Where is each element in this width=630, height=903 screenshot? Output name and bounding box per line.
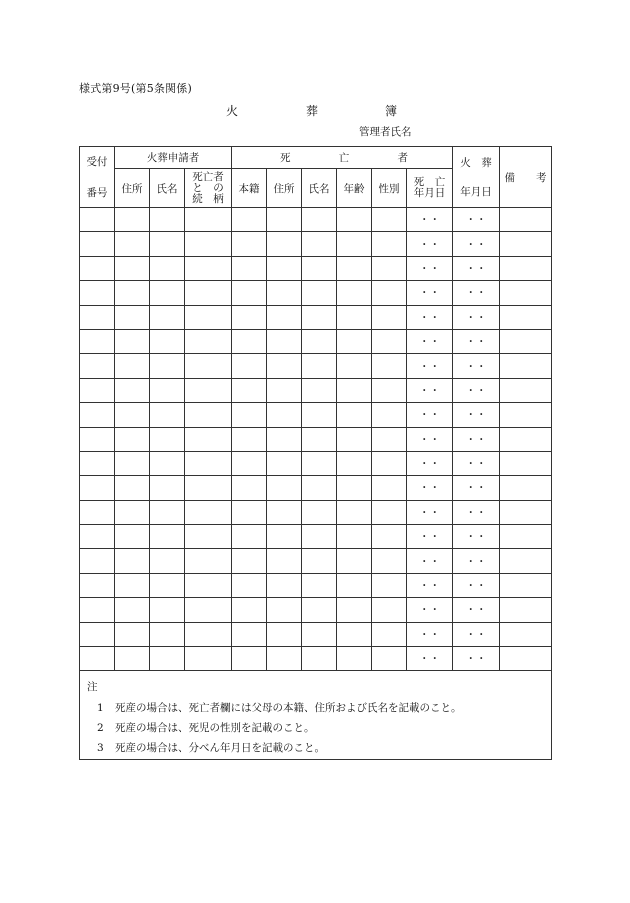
death-date-cell[interactable]: ・・ <box>407 647 453 671</box>
table-cell[interactable] <box>302 403 337 427</box>
table-cell[interactable] <box>80 281 115 305</box>
table-cell[interactable] <box>337 256 372 280</box>
table-cell[interactable] <box>185 622 232 646</box>
table-cell[interactable] <box>302 281 337 305</box>
table-row <box>80 451 552 475</box>
table-row <box>80 305 552 329</box>
table-cell[interactable] <box>302 622 337 646</box>
table-cell[interactable] <box>185 647 232 671</box>
table-cell[interactable] <box>372 476 407 500</box>
table-row <box>80 427 552 451</box>
note-item-3: 3 死産の場合は、分べん年月日を記載のこと。 <box>97 742 325 754</box>
table-cell[interactable] <box>150 549 185 573</box>
table-cell[interactable] <box>232 549 267 573</box>
table-cell[interactable] <box>500 305 552 329</box>
manager-name-label: 管理者氏名 <box>359 126 412 138</box>
table-row <box>80 232 552 256</box>
table-cell[interactable] <box>150 427 185 451</box>
table-cell[interactable] <box>80 378 115 402</box>
table-cell[interactable] <box>337 232 372 256</box>
table-cell[interactable] <box>372 208 407 232</box>
table-cell[interactable] <box>302 525 337 549</box>
death-date-header: 死 亡 年月日 <box>407 169 453 208</box>
death-date-cell[interactable]: ・・ <box>407 378 453 402</box>
table-cell[interactable] <box>185 256 232 280</box>
table-cell[interactable] <box>80 476 115 500</box>
table-row <box>80 573 552 597</box>
table-cell[interactable] <box>500 281 552 305</box>
table-cell[interactable] <box>372 256 407 280</box>
table-cell[interactable] <box>115 451 150 475</box>
table-cell[interactable] <box>115 378 150 402</box>
table-cell[interactable] <box>115 208 150 232</box>
cremation-date-cell[interactable]: ・・ <box>453 427 500 451</box>
table-cell[interactable] <box>80 573 115 597</box>
deceased-sex-header: 性別 <box>372 169 407 208</box>
cremation-date-header: 火 葬 年月日 <box>453 147 500 208</box>
death-date-cell[interactable]: ・・ <box>407 354 453 378</box>
table-cell[interactable] <box>115 598 150 622</box>
relation-header: 死亡者 と の 続 柄 <box>185 169 232 208</box>
title-char-3: 簿 <box>385 104 398 118</box>
cremation-date-cell[interactable]: ・・ <box>453 208 500 232</box>
table-cell[interactable] <box>115 622 150 646</box>
table-cell[interactable] <box>302 598 337 622</box>
cremation-date-cell[interactable]: ・・ <box>453 378 500 402</box>
table-cell[interactable] <box>267 451 302 475</box>
table-cell[interactable] <box>185 525 232 549</box>
death-date-cell[interactable]: ・・ <box>407 305 453 329</box>
table-cell[interactable] <box>337 622 372 646</box>
table-cell[interactable] <box>115 647 150 671</box>
table-cell[interactable] <box>337 427 372 451</box>
table-cell[interactable] <box>185 232 232 256</box>
table-cell[interactable] <box>302 256 337 280</box>
table-cell[interactable] <box>150 208 185 232</box>
table-cell[interactable] <box>150 329 185 353</box>
table-cell[interactable] <box>267 525 302 549</box>
death-date-cell[interactable]: ・・ <box>407 598 453 622</box>
table-cell[interactable] <box>80 305 115 329</box>
table-cell[interactable] <box>150 451 185 475</box>
table-cell[interactable] <box>337 525 372 549</box>
table-cell[interactable] <box>372 598 407 622</box>
table-cell[interactable] <box>337 305 372 329</box>
table-cell[interactable] <box>337 329 372 353</box>
death-date-cell[interactable]: ・・ <box>407 476 453 500</box>
table-cell[interactable] <box>302 573 337 597</box>
table-row <box>80 500 552 524</box>
applicant-group-header: 火葬申請者 <box>115 147 232 169</box>
cremation-date-cell[interactable]: ・・ <box>453 305 500 329</box>
cremation-date-cell[interactable]: ・・ <box>453 354 500 378</box>
table-cell[interactable] <box>150 622 185 646</box>
table-row <box>80 256 552 280</box>
form-number-label: 様式第9号(第5条関係) <box>79 82 192 95</box>
table-row <box>80 525 552 549</box>
notes-box <box>79 670 552 760</box>
table-cell[interactable] <box>115 500 150 524</box>
title-char-2: 葬 <box>306 104 319 118</box>
table-cell[interactable] <box>150 525 185 549</box>
table-cell[interactable] <box>185 549 232 573</box>
cremation-date-cell[interactable]: ・・ <box>453 647 500 671</box>
table-cell[interactable] <box>115 305 150 329</box>
table-cell[interactable] <box>302 647 337 671</box>
table-cell[interactable] <box>80 208 115 232</box>
table-row <box>80 208 552 232</box>
table-row <box>80 598 552 622</box>
table-row <box>80 329 552 353</box>
table-cell[interactable] <box>232 232 267 256</box>
table-cell[interactable] <box>372 305 407 329</box>
table-cell[interactable] <box>115 427 150 451</box>
cremation-date-cell[interactable]: ・・ <box>453 232 500 256</box>
death-date-cell[interactable]: ・・ <box>407 549 453 573</box>
death-date-cell[interactable]: ・・ <box>407 232 453 256</box>
death-date-cell[interactable]: ・・ <box>407 256 453 280</box>
table-cell[interactable] <box>185 476 232 500</box>
table-cell[interactable] <box>267 256 302 280</box>
cremation-date-cell[interactable]: ・・ <box>453 549 500 573</box>
table-cell[interactable] <box>267 403 302 427</box>
table-cell[interactable] <box>337 378 372 402</box>
table-cell[interactable] <box>500 525 552 549</box>
table-cell[interactable] <box>185 354 232 378</box>
table-cell[interactable] <box>115 476 150 500</box>
table-cell[interactable] <box>115 354 150 378</box>
cremation-date-cell[interactable]: ・・ <box>453 573 500 597</box>
table-cell[interactable] <box>185 500 232 524</box>
table-cell[interactable] <box>150 476 185 500</box>
table-cell[interactable] <box>267 354 302 378</box>
deceased-domicile-header: 本籍 <box>232 169 267 208</box>
cremation-date-cell[interactable]: ・・ <box>453 451 500 475</box>
table-cell[interactable] <box>337 573 372 597</box>
table-cell[interactable] <box>337 549 372 573</box>
table-cell[interactable] <box>185 329 232 353</box>
table-row <box>80 354 552 378</box>
note-item-1: 1 死産の場合は、死亡者欄には父母の本籍、住所および氏名を記載のこと。 <box>97 702 462 714</box>
cremation-date-cell[interactable]: ・・ <box>453 476 500 500</box>
table-cell[interactable] <box>337 208 372 232</box>
table-row <box>80 549 552 573</box>
table-cell[interactable] <box>150 354 185 378</box>
table-cell[interactable] <box>302 208 337 232</box>
table-cell[interactable] <box>372 281 407 305</box>
deceased-age-header: 年齢 <box>337 169 372 208</box>
table-cell[interactable] <box>232 305 267 329</box>
table-cell[interactable] <box>302 500 337 524</box>
table-cell[interactable] <box>372 647 407 671</box>
cremation-date-cell[interactable]: ・・ <box>453 500 500 524</box>
table-row <box>80 403 552 427</box>
table-cell[interactable] <box>232 622 267 646</box>
table-cell[interactable] <box>80 525 115 549</box>
table-cell[interactable] <box>185 208 232 232</box>
table-cell[interactable] <box>80 500 115 524</box>
cremation-date-cell[interactable]: ・・ <box>453 403 500 427</box>
death-date-cell[interactable]: ・・ <box>407 500 453 524</box>
table-row <box>80 378 552 402</box>
cremation-register-table <box>79 146 552 671</box>
table-cell[interactable] <box>302 549 337 573</box>
table-cell[interactable] <box>115 329 150 353</box>
table-cell[interactable] <box>337 451 372 475</box>
table-cell[interactable] <box>302 354 337 378</box>
table-row <box>80 281 552 305</box>
table-cell[interactable] <box>267 427 302 451</box>
table-cell[interactable] <box>115 549 150 573</box>
table-cell[interactable] <box>185 305 232 329</box>
table-cell[interactable] <box>267 500 302 524</box>
table-cell[interactable] <box>500 403 552 427</box>
table-cell[interactable] <box>302 329 337 353</box>
table-cell[interactable] <box>150 378 185 402</box>
table-cell[interactable] <box>80 427 115 451</box>
table-cell[interactable] <box>185 378 232 402</box>
table-cell[interactable] <box>232 525 267 549</box>
table-cell[interactable] <box>150 403 185 427</box>
death-date-cell[interactable]: ・・ <box>407 573 453 597</box>
table-cell[interactable] <box>185 573 232 597</box>
applicant-address-header: 住所 <box>115 169 150 208</box>
table-cell[interactable] <box>337 500 372 524</box>
table-cell[interactable] <box>185 281 232 305</box>
death-date-cell[interactable]: ・・ <box>407 622 453 646</box>
title-char-1: 火 <box>226 104 239 118</box>
table-cell[interactable] <box>500 232 552 256</box>
table-cell[interactable] <box>267 208 302 232</box>
table-cell[interactable] <box>232 354 267 378</box>
table-cell[interactable] <box>267 476 302 500</box>
table-cell[interactable] <box>372 427 407 451</box>
table-cell[interactable] <box>267 647 302 671</box>
table-row <box>80 476 552 500</box>
notes-heading: 注 <box>87 681 98 693</box>
table-cell[interactable] <box>232 598 267 622</box>
table-cell[interactable] <box>150 305 185 329</box>
table-cell[interactable] <box>267 232 302 256</box>
notes-cell <box>80 671 552 760</box>
deceased-group-header: 死 亡 者 <box>232 147 453 169</box>
table-cell[interactable] <box>232 256 267 280</box>
table-cell[interactable] <box>302 378 337 402</box>
table-cell[interactable] <box>232 403 267 427</box>
table-cell[interactable] <box>500 329 552 353</box>
table-cell[interactable] <box>150 232 185 256</box>
table-cell[interactable] <box>337 476 372 500</box>
table-cell[interactable] <box>267 573 302 597</box>
table-cell[interactable] <box>337 354 372 378</box>
table-cell[interactable] <box>267 305 302 329</box>
table-cell[interactable] <box>372 549 407 573</box>
table-cell[interactable] <box>150 281 185 305</box>
table-cell[interactable] <box>267 329 302 353</box>
table-cell[interactable] <box>372 232 407 256</box>
table-cell[interactable] <box>500 549 552 573</box>
table-cell[interactable] <box>80 622 115 646</box>
table-cell[interactable] <box>500 256 552 280</box>
table-cell[interactable] <box>115 573 150 597</box>
cremation-date-cell[interactable]: ・・ <box>453 622 500 646</box>
table-cell[interactable] <box>80 598 115 622</box>
table-cell[interactable] <box>302 232 337 256</box>
table-cell[interactable] <box>115 525 150 549</box>
table-cell[interactable] <box>500 647 552 671</box>
table-cell[interactable] <box>115 281 150 305</box>
death-date-cell[interactable]: ・・ <box>407 208 453 232</box>
table-cell[interactable] <box>232 476 267 500</box>
table-cell[interactable] <box>80 403 115 427</box>
table-cell[interactable] <box>372 354 407 378</box>
table-cell[interactable] <box>232 329 267 353</box>
table-cell[interactable] <box>500 598 552 622</box>
table-cell[interactable] <box>80 232 115 256</box>
cremation-date-cell[interactable]: ・・ <box>453 256 500 280</box>
table-cell[interactable] <box>185 403 232 427</box>
table-cell[interactable] <box>500 500 552 524</box>
table-cell[interactable] <box>115 256 150 280</box>
table-cell[interactable] <box>185 598 232 622</box>
table-cell[interactable] <box>80 549 115 573</box>
table-cell[interactable] <box>302 451 337 475</box>
table-cell[interactable] <box>115 403 150 427</box>
death-date-cell[interactable]: ・・ <box>407 525 453 549</box>
death-date-cell[interactable]: ・・ <box>407 403 453 427</box>
table-cell[interactable] <box>500 427 552 451</box>
table-cell[interactable] <box>372 378 407 402</box>
table-cell[interactable] <box>232 281 267 305</box>
table-cell[interactable] <box>500 208 552 232</box>
table-cell[interactable] <box>500 622 552 646</box>
remarks-header: 備 考 <box>500 147 552 208</box>
table-cell[interactable] <box>267 622 302 646</box>
table-cell[interactable] <box>150 598 185 622</box>
table-cell[interactable] <box>302 305 337 329</box>
table-cell[interactable] <box>500 451 552 475</box>
table-cell[interactable] <box>500 354 552 378</box>
table-cell[interactable] <box>232 573 267 597</box>
deceased-address-header: 住所 <box>267 169 302 208</box>
receipt-number-header: 受付 番号 <box>80 147 115 208</box>
table-cell[interactable] <box>372 451 407 475</box>
table-cell[interactable] <box>232 451 267 475</box>
table-cell[interactable] <box>372 500 407 524</box>
table-cell[interactable] <box>80 354 115 378</box>
cremation-date-cell[interactable]: ・・ <box>453 329 500 353</box>
table-cell[interactable] <box>372 573 407 597</box>
table-cell[interactable] <box>80 329 115 353</box>
table-cell[interactable] <box>267 378 302 402</box>
table-cell[interactable] <box>372 622 407 646</box>
death-date-cell[interactable]: ・・ <box>407 281 453 305</box>
table-cell[interactable] <box>302 476 337 500</box>
table-cell[interactable] <box>232 208 267 232</box>
table-cell[interactable] <box>232 427 267 451</box>
table-cell[interactable] <box>372 525 407 549</box>
cremation-date-cell[interactable]: ・・ <box>453 598 500 622</box>
table-cell[interactable] <box>150 256 185 280</box>
table-cell[interactable] <box>80 451 115 475</box>
table-cell[interactable] <box>500 573 552 597</box>
table-cell[interactable] <box>337 403 372 427</box>
table-cell[interactable] <box>337 647 372 671</box>
table-cell[interactable] <box>337 598 372 622</box>
applicant-name-header: 氏名 <box>150 169 185 208</box>
table-cell[interactable] <box>115 232 150 256</box>
table-cell[interactable] <box>232 647 267 671</box>
table-cell[interactable] <box>500 476 552 500</box>
table-cell[interactable] <box>232 378 267 402</box>
table-cell[interactable] <box>267 598 302 622</box>
table-cell[interactable] <box>372 329 407 353</box>
cremation-date-cell[interactable]: ・・ <box>453 525 500 549</box>
death-date-cell[interactable]: ・・ <box>407 427 453 451</box>
table-cell[interactable] <box>500 378 552 402</box>
table-cell[interactable] <box>337 281 372 305</box>
table-cell[interactable] <box>302 427 337 451</box>
table-cell[interactable] <box>150 573 185 597</box>
note-item-2: 2 死産の場合は、死児の性別を記載のこと。 <box>97 722 315 734</box>
death-date-cell[interactable]: ・・ <box>407 451 453 475</box>
table-cell[interactable] <box>267 549 302 573</box>
cremation-date-cell[interactable]: ・・ <box>453 281 500 305</box>
table-cell[interactable] <box>185 427 232 451</box>
table-cell[interactable] <box>150 647 185 671</box>
table-cell[interactable] <box>267 281 302 305</box>
table-cell[interactable] <box>185 451 232 475</box>
table-cell[interactable] <box>80 647 115 671</box>
death-date-cell[interactable]: ・・ <box>407 329 453 353</box>
table-row <box>80 647 552 671</box>
table-cell[interactable] <box>80 256 115 280</box>
deceased-name-header: 氏名 <box>302 169 337 208</box>
table-cell[interactable] <box>232 500 267 524</box>
table-cell[interactable] <box>372 403 407 427</box>
table-row <box>80 622 552 646</box>
table-cell[interactable] <box>150 500 185 524</box>
